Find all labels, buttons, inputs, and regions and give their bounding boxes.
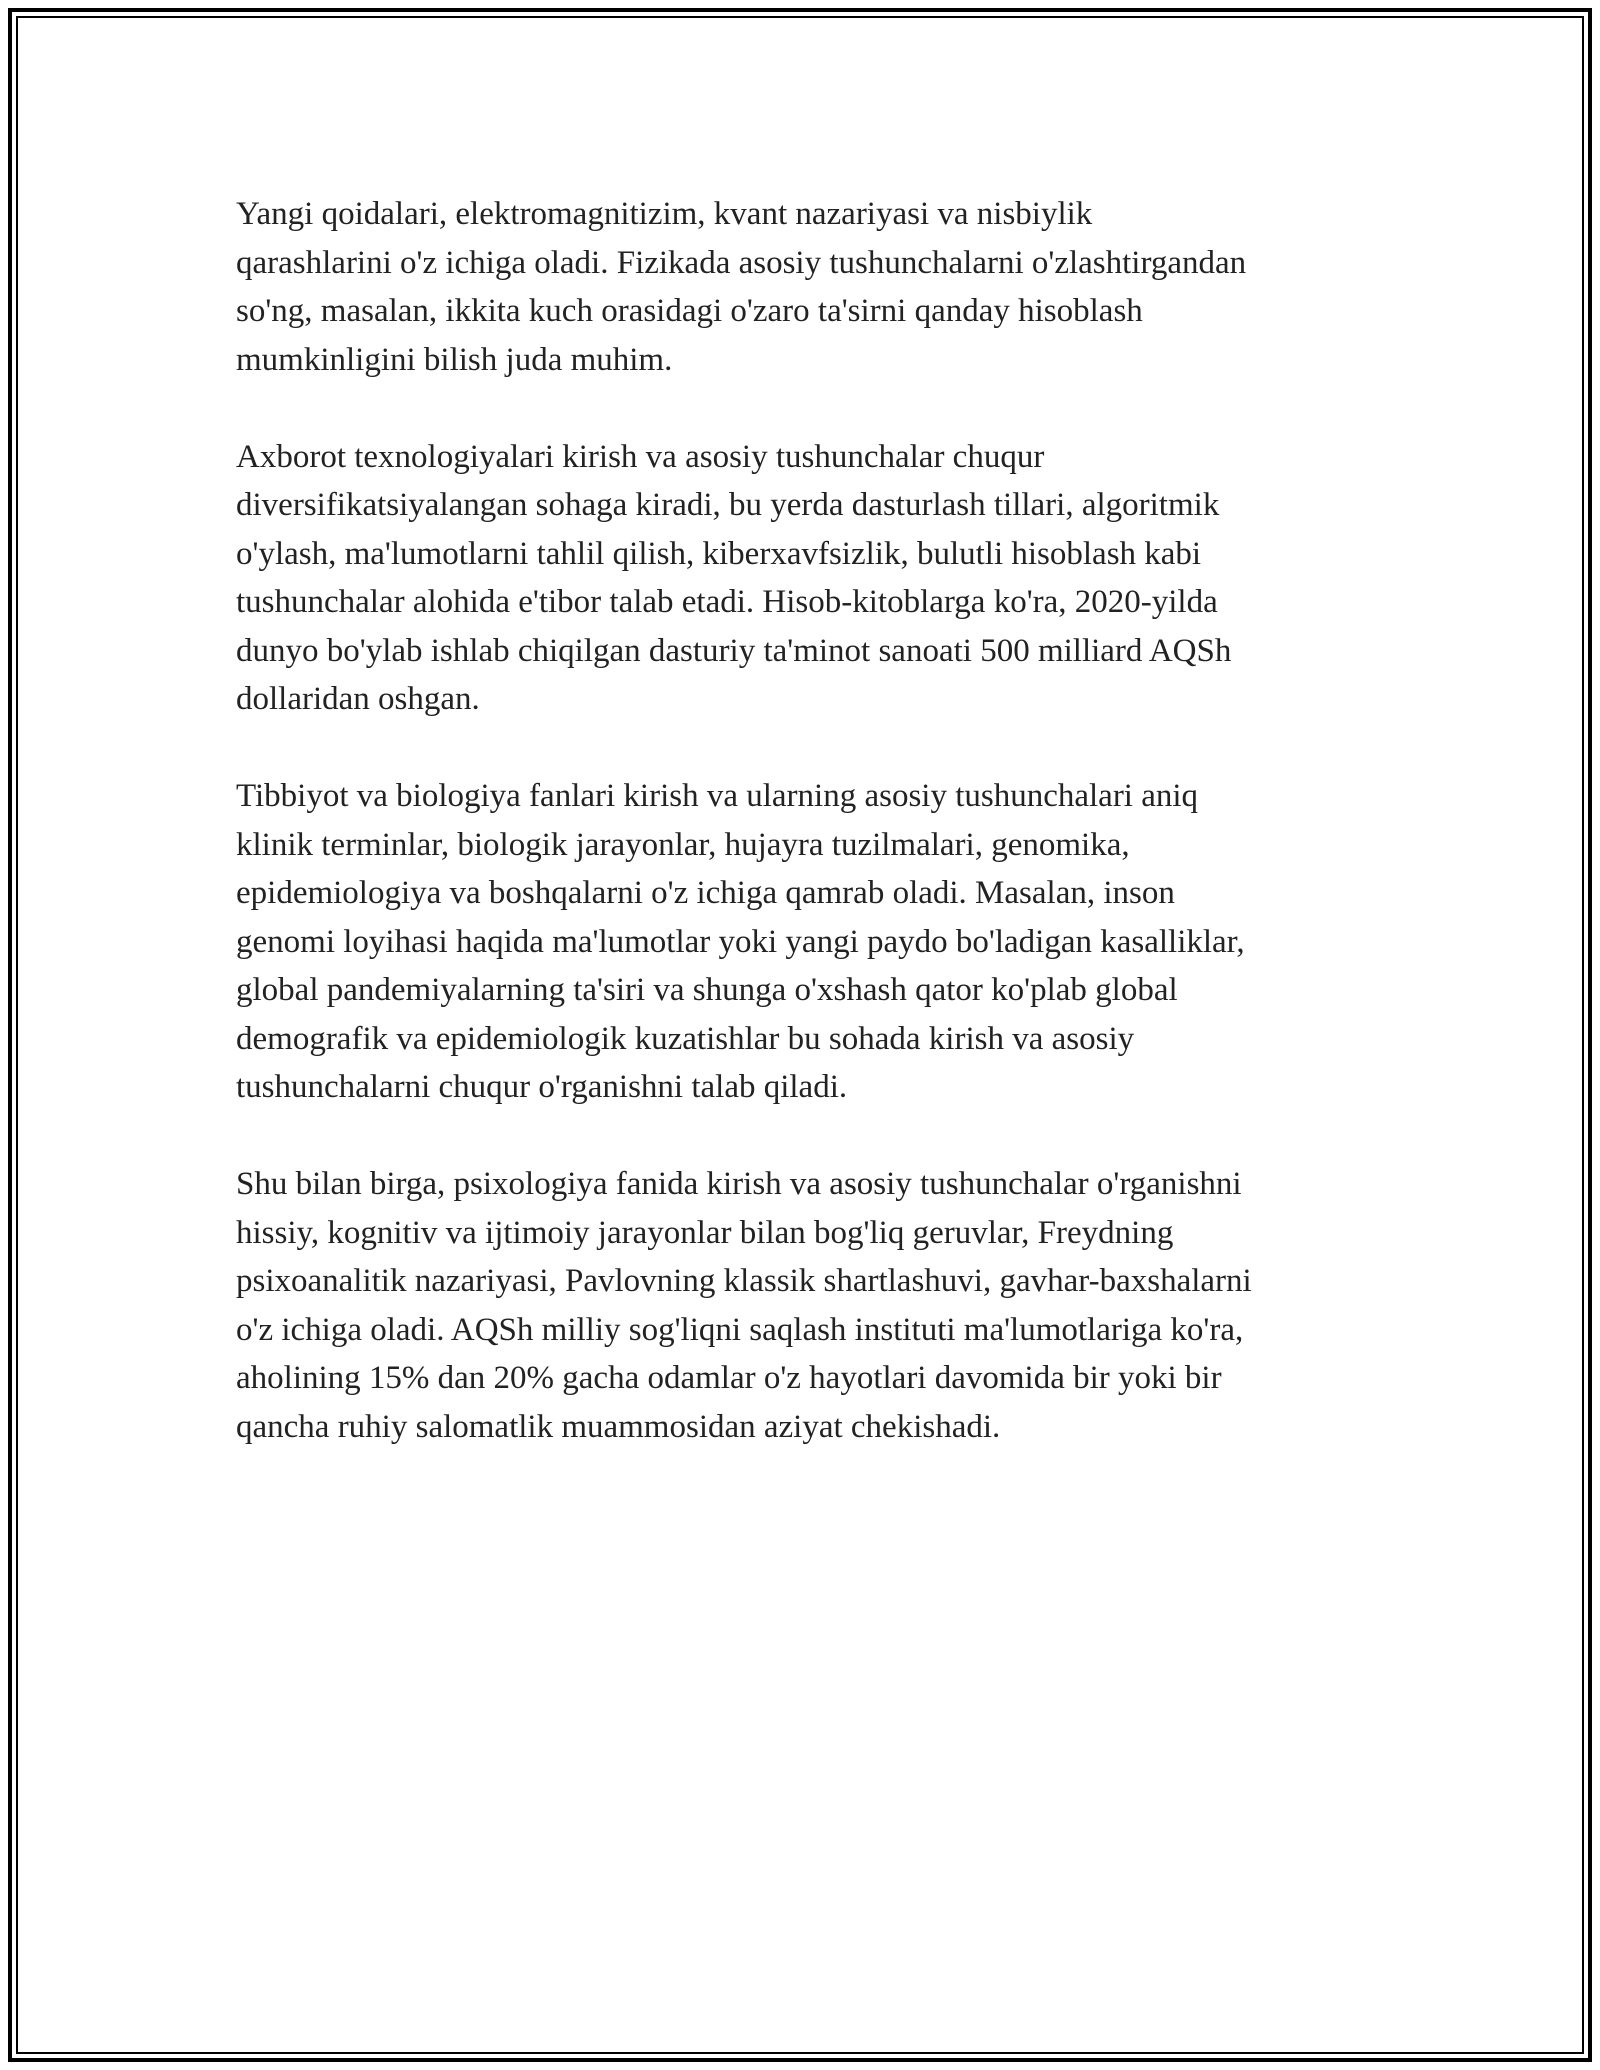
- text-line: Tibbiyot va biologiya fanlari kirish va ularning asosiy tushunchalari aniq: [236, 778, 1199, 814]
- text-line: qancha ruhiy salomatlik muammosidan aziyat chekishadi.: [236, 1408, 1001, 1445]
- text-line: Axborot texnologiyalari kirish va asosiy tushunchalar chuqur: [236, 438, 1045, 475]
- text-line: o'z ichiga oladi. AQSh milliy sog'liqni saqlash instituti ma'lumotlariga ko'ra,: [236, 1311, 1244, 1348]
- text-line: hissiy, kognitiv va ijtimoiy jarayonlar bilan bog'liq geruvlar, Freydning: [236, 1214, 1174, 1251]
- paragraph-medicine-biology: [236, 772, 1396, 1112]
- text-line: Shu bilan birga, psixologiya fanida kirish va asosiy tushunchalar o'rganishni: [236, 1166, 1242, 1202]
- text-line: so'ng, masalan, ikkita kuch orasidagi o'zaro ta'sirni qanday hisoblash: [236, 293, 1143, 329]
- paragraph-information-technology: [236, 433, 1396, 724]
- text-line: psixoanalitik nazariyasi, Pavlovning klassik shartlashuvi, gavhar-baxshalarni: [236, 1263, 1252, 1299]
- text-line: tushunchalar alohida e'tibor talab etadi. Hisob-kitoblarga ko'ra, 2020-yilda: [236, 584, 1218, 620]
- text-line: demografik va epidemiologik kuzatishlar bu sohada kirish va asosiy: [236, 1020, 1135, 1057]
- text-line: diversifikatsiyalangan sohaga kiradi, bu yerda dasturlash tillari, algoritmik: [236, 487, 1220, 523]
- text-line: tushunchalarni chuqur o'rganishni talab qiladi.: [236, 1069, 848, 1105]
- text-line: genomi loyihasi haqida ma'lumotlar yoki yangi paydo bo'ladigan kasalliklar,: [236, 923, 1245, 960]
- text-line: epidemiologiya va boshqalarni o'z ichiga qamrab oladi. Masalan, inson: [236, 875, 1175, 911]
- text-line: dollaridan oshgan.: [236, 681, 480, 717]
- text-line: klinik terminlar, biologik jarayonlar, hujayra tuzilmalari, genomika,: [236, 826, 1130, 863]
- text-line: mumkinligini bilish juda muhim.: [236, 341, 673, 378]
- text-line: dunyo bo'ylab ishlab chiqilgan dasturiy ta'minot sanoati 500 milliard AQSh: [236, 632, 1232, 669]
- document-body: [236, 190, 1396, 1500]
- text-line: o'ylash, ma'lumotlarni tahlil qilish, kiberxavfsizlik, bulutli hisoblash kabi: [236, 535, 1202, 572]
- text-line: global pandemiyalarning ta'siri va shunga o'xshash qator ko'plab global: [236, 972, 1178, 1008]
- paragraph-physics: [236, 190, 1396, 384]
- text-line: aholining 15% dan 20% gacha odamlar o'z hayotlari davomida bir yoki bir: [236, 1360, 1222, 1396]
- text-line: qarashlarini o'z ichiga oladi. Fizikada asosiy tushunchalarni o'zlashtirgandan: [236, 244, 1247, 281]
- paragraph-psychology: [236, 1160, 1396, 1451]
- text-line: Yangi qoidalari, elektromagnitizim, kvant nazariyasi va nisbiylik: [236, 196, 1093, 232]
